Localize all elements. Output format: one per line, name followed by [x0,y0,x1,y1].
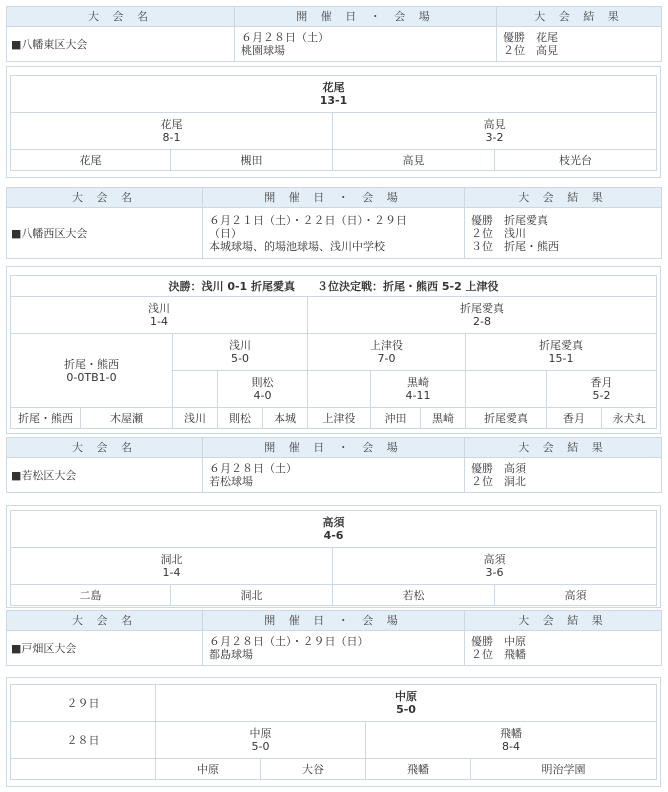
bracket-final: 中原 5-0 [156,685,657,722]
tournament-result: 優勝 高須 ２位 洞北 [465,458,662,493]
bracket-qf: 折尾愛真 15-1 [466,334,657,371]
bracket-team: 永犬丸 [602,408,657,429]
bracket-qf: 上津役 7-0 [308,334,466,371]
bracket-yahatahigashi [10,75,657,171]
tournament-info-wakamatsu [6,437,662,493]
bracket-team: 高須 [495,585,657,606]
header-date: 開 催 日 ・ 会 場 [203,438,465,458]
bracket-empty [308,371,371,408]
header-result: 大 会 結 果 [465,188,662,208]
bracket-team: 高見 [333,150,495,171]
bracket-team: 黒崎 [421,408,466,429]
bracket-day-label: ２９日 [11,685,156,722]
bracket-team: 花尾 [11,150,171,171]
bracket-team: 上津役 [308,408,371,429]
bracket-semi: 飛幡 8-4 [366,722,657,759]
bracket-team: 若松 [333,585,495,606]
bracket-team: 明治学園 [471,759,657,780]
header-name: 大 会 名 [7,188,203,208]
bracket-qf: 折尾・熊西 0-0TB1-0 [11,334,173,408]
bracket-final: 高須 4-6 [11,511,657,548]
bracket-team: 枝光台 [495,150,657,171]
bracket-r1: 則松 4-0 [218,371,308,408]
tournament-result: 優勝 中原 ２位 飛幡 [465,631,662,666]
tournament-result: 優勝 折尾愛真 ２位 浅川 ３位 折尾・熊西 [465,208,662,259]
bracket-r1: 香月 5-2 [547,371,657,408]
tournament-date: ６月２８日（土） 桃園球場 [235,27,497,62]
bracket-empty [466,371,547,408]
bracket-summary: 決勝：浅川 0-1 折尾愛真 ３位決定戦：折尾・熊西 5-2 上津役 [11,276,657,297]
tournament-name: ■八幡西区大会 [7,208,203,259]
tournament-date: ６月２８日（土）・２９日（日） 都島球場 [203,631,465,666]
tournament-result: 優勝 花尾 ２位 高見 [497,27,662,62]
tournament-info-yahatahigashi [6,6,662,62]
bracket-semi: 高見 3-2 [333,113,657,150]
bracket-team: 飛幡 [366,759,471,780]
header-result: 大 会 結 果 [497,7,662,27]
header-name: 大 会 名 [7,611,203,631]
header-date: 開 催 日 ・ 会 場 [203,188,465,208]
bracket-team: 槻田 [171,150,333,171]
bracket-empty [11,759,156,780]
header-name: 大 会 名 [7,7,235,27]
tournament-name: ■若松区大会 [7,458,203,493]
header-name: 大 会 名 [7,438,203,458]
bracket-semi: 浅川 1-4 [11,297,308,334]
tournament-info-yahatanishi [6,187,662,259]
tournament-date: ６月２１日（土）・２２日（日）・２９日 （日） 本城球場、的場池球場、浅川中学校 [203,208,465,259]
bracket-team: 則松 [218,408,263,429]
bracket-semi: 高須 3-6 [333,548,657,585]
header-date: 開 催 日 ・ 会 場 [235,7,497,27]
bracket-semi: 花尾 8-1 [11,113,333,150]
bracket-semi: 中原 5-0 [156,722,366,759]
tournament-date: ６月２８日（土） 若松球場 [203,458,465,493]
bracket-team: 木屋瀬 [81,408,173,429]
bracket-team: 中原 [156,759,261,780]
bracket-team: 折尾・熊西 [11,408,81,429]
tournament-info-tobata [6,610,662,666]
bracket-team: 洞北 [171,585,333,606]
bracket-team: 本城 [263,408,308,429]
bracket-team: 香月 [547,408,602,429]
bracket-day-label: ２８日 [11,722,156,759]
bracket-r1: 黒崎 4-11 [371,371,466,408]
bracket-empty [173,371,218,408]
bracket-team: 浅川 [173,408,218,429]
header-result: 大 会 結 果 [465,438,662,458]
tournament-name: ■戸畑区大会 [7,631,203,666]
bracket-semi: 折尾愛真 2-8 [308,297,657,334]
bracket-qf: 浅川 5-0 [173,334,308,371]
bracket-team: 折尾愛真 [466,408,547,429]
bracket-team: 大谷 [261,759,366,780]
bracket-team: 二島 [11,585,171,606]
bracket-final: 花尾 13-1 [11,76,657,113]
bracket-yahatanishi [10,275,657,429]
header-result: 大 会 結 果 [465,611,662,631]
bracket-semi: 洞北 1-4 [11,548,333,585]
bracket-wakamatsu [10,510,657,606]
bracket-team: 沖田 [371,408,421,429]
bracket-tobata [10,684,657,780]
header-date: 開 催 日 ・ 会 場 [203,611,465,631]
tournament-name: ■八幡東区大会 [7,27,235,62]
